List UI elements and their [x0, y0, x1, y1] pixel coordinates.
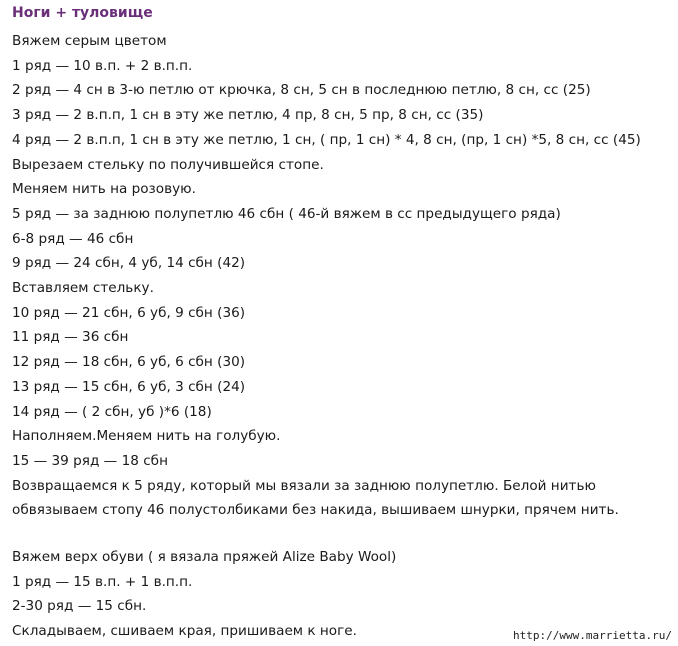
instruction-line: 14 ряд — ( 2 сбн, уб )*6 (18) [12, 403, 212, 420]
instruction-line: 9 ряд — 24 сбн, 4 уб, 14 сбн (42) [12, 255, 246, 272]
instruction-line: Складываем, сшиваем края, пришиваем к ноге. [12, 623, 357, 640]
instruction-line: 2-30 ряд — 15 сбн. [12, 598, 147, 615]
instruction-line: 12 ряд — 18 сбн, 6 уб, 6 сбн (30) [12, 354, 246, 371]
instruction-line: 5 ряд — за заднюю полупетлю 46 сбн ( 46-й вяжем в сс предыдущего ряда) [12, 205, 561, 222]
instruction-line: Вставляем стельку. [12, 280, 154, 297]
instruction-line: 1 ряд — 10 в.п. + 2 в.п.п. [12, 57, 193, 74]
instruction-line: Наполняем.Меняем нить на голубую. [12, 428, 281, 445]
instruction-line: обвязываем стопу 46 полустолбиками без накида, вышиваем шнурки, прячем нить. [12, 502, 619, 519]
instruction-line: 6-8 ряд — 46 сбн [12, 230, 134, 247]
paragraph-gap [12, 523, 676, 545]
instruction-line: Вырезаем стельку по получившейся стопе. [12, 156, 324, 173]
instruction-line: 1 ряд — 15 в.п. + 1 в.п.п. [12, 573, 193, 590]
instruction-line: 15 — 39 ряд — 18 сбн [12, 452, 168, 469]
instruction-line: Вяжем серым цветом [12, 33, 167, 49]
instructions-block-legs-body [12, 29, 676, 523]
instruction-line: 4 ряд — 2 в.п.п, 1 сн в эту же петлю, 1 сн, ( пр, 1 сн) * 4, 8 сн, (пр, 1 сн) *5, 8 сн, сс (45) [12, 131, 641, 148]
instruction-line: Возвращаемся к 5 ряду, который мы вязали за заднюю полупетлю. Белой нитью [12, 477, 596, 494]
instruction-line: 13 ряд — 15 сбн, 6 уб, 3 сбн (24) [12, 378, 246, 395]
instruction-line: 3 ряд — 2 в.п.п, 1 сн в эту же петлю, 4 пр, 8 сн, 5 пр, 8 сн, сс (35) [12, 107, 484, 124]
instruction-line: 10 ряд — 21 сбн, 6 уб, 9 сбн (36) [12, 304, 246, 321]
document [12, 5, 676, 644]
instruction-line: Вяжем верх обуви ( я вязала пряжей Alize Baby Wool) [12, 549, 397, 566]
section-heading: Ноги + туловище [12, 5, 153, 21]
instruction-line: Меняем нить на розовую. [12, 181, 196, 198]
site-watermark: http://www.marrietta.ru/ [513, 629, 672, 642]
instruction-line: 11 ряд — 36 сбн [12, 329, 129, 346]
instruction-line: 2 ряд — 4 сн в 3-ю петлю от крючка, 8 сн, 5 сн в последнюю петлю, 8 сн, сс (25) [12, 82, 591, 99]
